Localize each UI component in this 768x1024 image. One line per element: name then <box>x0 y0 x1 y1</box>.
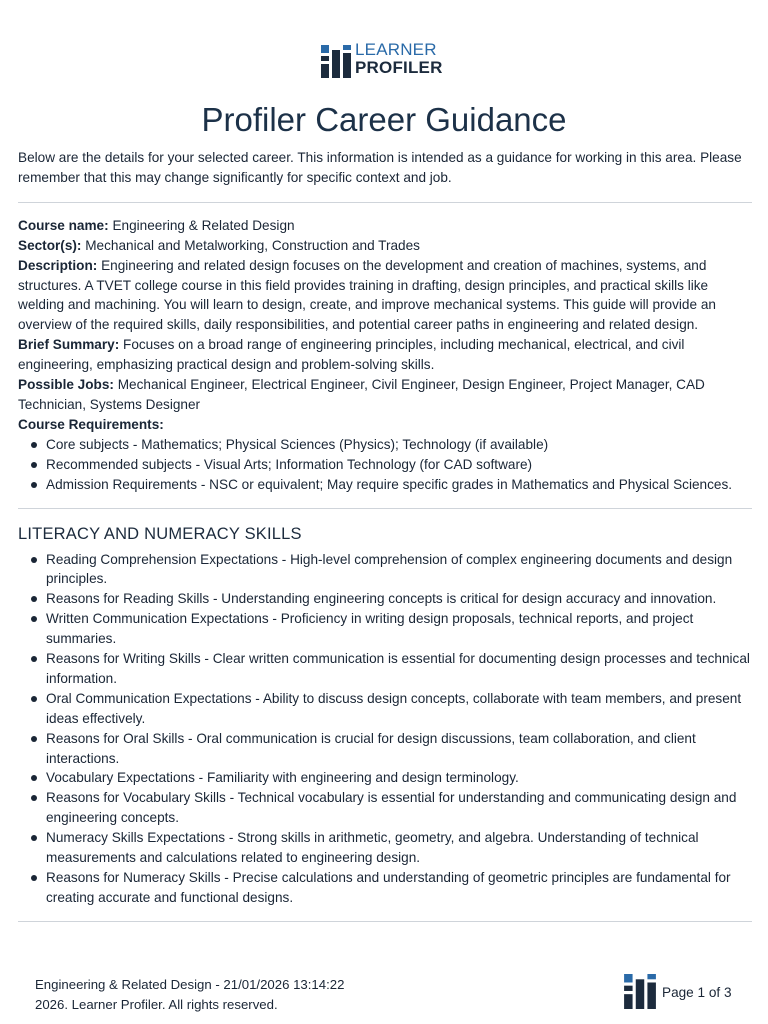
list-item: Recommended subjects - Visual Arts; Information Technology (for CAD software) <box>18 455 752 475</box>
sectors-value: Mechanical and Metalworking, Construction and Trades <box>85 237 420 253</box>
list-item: Reasons for Oral Skills - Oral communication is crucial for design discussions, team collaboration, and client interactions. <box>18 729 752 769</box>
summary-label: Brief Summary: <box>18 337 120 353</box>
list-item: Written Communication Expectations - Proficiency in writing design proposals, technical reports, and project summaries. <box>18 609 752 649</box>
divider <box>18 202 752 203</box>
footer-line-1: Engineering & Related Design - 21/01/2026 13:14:22 <box>35 977 345 992</box>
main-content <box>18 148 752 922</box>
footer-logo-icon <box>623 974 657 1009</box>
jobs-label: Possible Jobs: <box>18 377 114 393</box>
footer-text <box>35 975 344 1015</box>
list-item: Reasons for Vocabulary Skills - Technical vocabulary is essential for understanding and communicating design and engineering concepts. <box>18 788 752 828</box>
list-item: Vocabulary Expectations - Familiarity with engineering and design terminology. <box>18 768 752 788</box>
logo-text-learner: LEARNER <box>355 40 437 59</box>
list-item: Oral Communication Expectations - Ability to discuss design concepts, collaborate with team members, and present ideas effectively. <box>18 689 752 729</box>
jobs-value: Mechanical Engineer, Electrical Engineer, Civil Engineer, Design Engineer, Project Manager, CAD Technician, Systems Designer <box>18 377 705 412</box>
list-item: Numeracy Skills Expectations - Strong skills in arithmetic, geometry, and algebra. Understanding of technical measurements and calculations related to engineering design. <box>18 828 752 868</box>
description-value: Engineering and related design focuses on the development and creation of machines, systems, and structures. A TVET college course in this field provides training in drafting, design principles, and practical skills like welding and machining. You will learn to design, create, and improve mechanical systems. This guide will provide an overview of the required skills, daily responsibilities, and potential career paths in engineering and related design. <box>18 257 716 333</box>
list-item: Reasons for Reading Skills - Understanding engineering concepts is critical for design accuracy and innovation. <box>18 589 752 609</box>
divider <box>18 921 752 922</box>
list-item: Core subjects - Mathematics; Physical Sciences (Physics); Technology (if available) <box>18 435 752 455</box>
list-item: Reasons for Writing Skills - Clear written communication is essential for documenting design processes and technical information. <box>18 649 752 689</box>
learner-profiler-logo <box>321 40 451 80</box>
divider <box>18 508 752 509</box>
literacy-heading: LITERACY AND NUMERACY SKILLS <box>18 524 302 543</box>
page-number: Page 1 of 3 <box>662 985 732 1000</box>
page-title: Profiler Career Guidance <box>201 101 567 138</box>
requirements-label: Course Requirements: <box>18 416 164 432</box>
sectors-row <box>18 236 752 256</box>
description-label: Description: <box>18 257 98 273</box>
summary-value: Focuses on a broad range of engineering principles, including mechanical, electrical, and civil engineering, emphasizing practical design and problem-solving skills. <box>18 337 685 373</box>
footer-copyright: 2026. Learner Profiler. All rights reserved. <box>35 997 278 1012</box>
list-item: Admission Requirements - NSC or equivalent; May require specific grades in Mathematics and Physical Sciences. <box>18 475 752 495</box>
sectors-label: Sector(s): <box>18 237 82 253</box>
course-name-row <box>18 216 752 236</box>
course-name-label: Course name: <box>18 217 109 233</box>
logo-bars-icon <box>321 45 351 78</box>
course-name-value: Engineering & Related Design <box>112 217 295 233</box>
jobs-row <box>18 375 752 415</box>
literacy-list <box>18 550 752 908</box>
list-item: Reading Comprehension Expectations - High-level comprehension of complex engineering documents and design principles. <box>18 550 752 590</box>
logo-text-profiler: PROFILER <box>355 58 443 77</box>
summary-row <box>18 335 752 375</box>
intro-text: Below are the details for your selected career. This information is intended as a guidance for working in this area. Please remember that this may change significantly for specific context and job. <box>18 150 742 185</box>
list-item: Reasons for Numeracy Skills - Precise calculations and understanding of geometric principles are fundamental for creating accurate and functional designs. <box>18 868 752 908</box>
description-row <box>18 256 752 336</box>
requirements-list <box>18 435 752 495</box>
